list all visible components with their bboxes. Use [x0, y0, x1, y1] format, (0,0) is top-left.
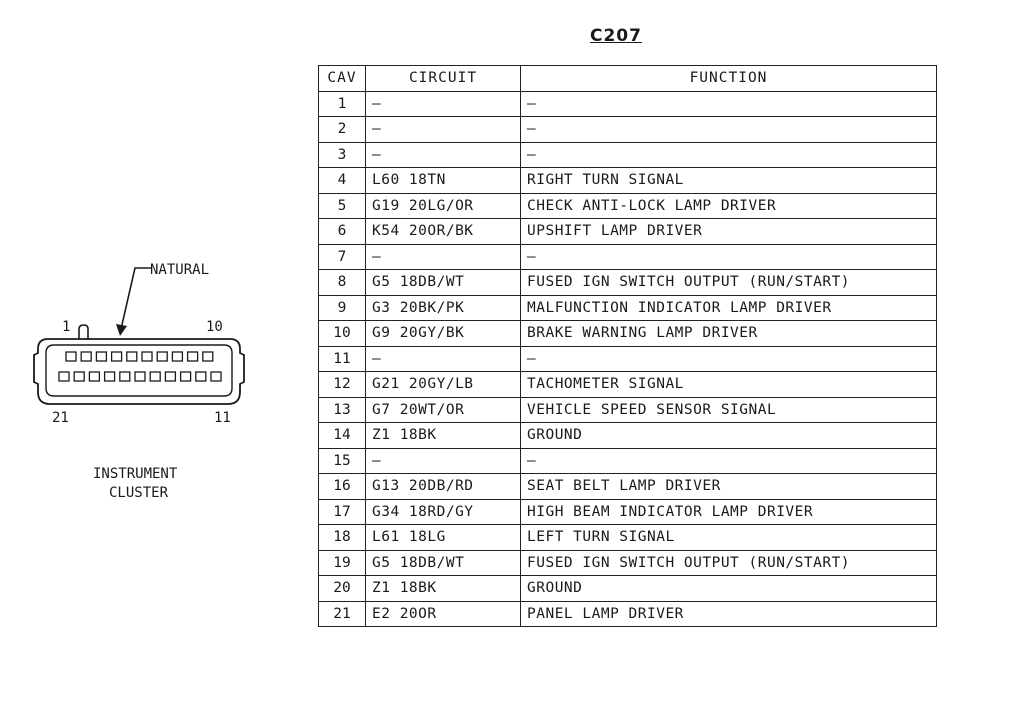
table-cell-circuit: G7 20WT/OR: [366, 397, 521, 423]
cavity-bottom: [120, 372, 130, 381]
connector-latch: [79, 325, 88, 339]
table-row: [319, 423, 937, 449]
component-label-line2: CLUSTER: [109, 485, 169, 501]
table-cell-circuit: E2 20OR: [366, 601, 521, 627]
cavity-top: [96, 352, 106, 361]
table-cell-cav: 13: [319, 397, 366, 423]
cavity-top: [203, 352, 213, 361]
table-cell-function: —: [521, 244, 937, 270]
table-row: [319, 244, 937, 270]
table-cell-function: TACHOMETER SIGNAL: [521, 372, 937, 398]
table-cell-function: BRAKE WARNING LAMP DRIVER: [521, 321, 937, 347]
table-cell-cav: 21: [319, 601, 366, 627]
table-row: [319, 193, 937, 219]
table-cell-circuit: G13 20DB/RD: [366, 474, 521, 500]
cavity-bottom: [89, 372, 99, 381]
cavity-bottom: [135, 372, 145, 381]
table-cell-cav: 14: [319, 423, 366, 449]
table-cell-function: FUSED IGN SWITCH OUTPUT (RUN/START): [521, 270, 937, 296]
table-header-row: [319, 66, 937, 92]
table-row: [319, 525, 937, 551]
table-cell-function: —: [521, 142, 937, 168]
table-cell-circuit: G9 20GY/BK: [366, 321, 521, 347]
table-cell-function: VEHICLE SPEED SENSOR SIGNAL: [521, 397, 937, 423]
table-cell-circuit: K54 20OR/BK: [366, 219, 521, 245]
cavity-top: [157, 352, 167, 361]
cavity-bottom: [59, 372, 69, 381]
table-cell-circuit: G5 18DB/WT: [366, 550, 521, 576]
table-cell-circuit: G5 18DB/WT: [366, 270, 521, 296]
header-cav: CAV: [319, 66, 366, 92]
table-row: [319, 448, 937, 474]
table-row: [319, 474, 937, 500]
connector-color-label: NATURAL: [150, 262, 210, 278]
cavity-top: [112, 352, 122, 361]
component-label-line1: INSTRUMENT: [93, 466, 178, 482]
table-cell-circuit: G21 20GY/LB: [366, 372, 521, 398]
connector-title: C207: [590, 26, 642, 46]
table-row: [319, 550, 937, 576]
table-cell-circuit: —: [366, 142, 521, 168]
table-cell-function: LEFT TURN SIGNAL: [521, 525, 937, 551]
pin-label-1: 1: [62, 319, 71, 335]
table-cell-cav: 20: [319, 576, 366, 602]
table-row: [319, 372, 937, 398]
connector-cavities: [59, 352, 221, 381]
pin-label-11: 11: [214, 410, 231, 426]
table-cell-cav: 15: [319, 448, 366, 474]
table-cell-circuit: —: [366, 346, 521, 372]
table-row: [319, 219, 937, 245]
pin-label-21: 21: [52, 410, 69, 426]
table-cell-circuit: —: [366, 117, 521, 143]
table-cell-function: —: [521, 117, 937, 143]
table-cell-cav: 3: [319, 142, 366, 168]
table-row: [319, 91, 937, 117]
table-cell-circuit: G3 20BK/PK: [366, 295, 521, 321]
table-cell-function: MALFUNCTION INDICATOR LAMP DRIVER: [521, 295, 937, 321]
table-cell-cav: 16: [319, 474, 366, 500]
table-cell-cav: 17: [319, 499, 366, 525]
table-cell-cav: 7: [319, 244, 366, 270]
table-cell-function: HIGH BEAM INDICATOR LAMP DRIVER: [521, 499, 937, 525]
table-cell-cav: 4: [319, 168, 366, 194]
table-cell-cav: 19: [319, 550, 366, 576]
table-cell-cav: 6: [319, 219, 366, 245]
table-row: [319, 142, 937, 168]
table-row: [319, 601, 937, 627]
cavity-top: [188, 352, 198, 361]
table-cell-function: PANEL LAMP DRIVER: [521, 601, 937, 627]
cavity-top: [127, 352, 137, 361]
table-row: [319, 346, 937, 372]
cavity-bottom: [150, 372, 160, 381]
cavity-top: [142, 352, 152, 361]
leader-arrowhead: [116, 324, 127, 336]
cavity-bottom: [196, 372, 206, 381]
table-row: [319, 117, 937, 143]
leader-line: [121, 268, 151, 329]
table-cell-cav: 18: [319, 525, 366, 551]
table-row: [319, 270, 937, 296]
table-cell-circuit: L61 18LG: [366, 525, 521, 551]
table-cell-cav: 1: [319, 91, 366, 117]
cavity-bottom: [74, 372, 84, 381]
cavity-bottom: [181, 372, 191, 381]
cavity-bottom: [165, 372, 175, 381]
table-cell-cav: 8: [319, 270, 366, 296]
table-cell-cav: 11: [319, 346, 366, 372]
table-cell-cav: 5: [319, 193, 366, 219]
table-cell-circuit: —: [366, 91, 521, 117]
table-cell-function: UPSHIFT LAMP DRIVER: [521, 219, 937, 245]
table-row: [319, 168, 937, 194]
table-cell-circuit: Z1 18BK: [366, 423, 521, 449]
table-cell-function: —: [521, 91, 937, 117]
table-cell-function: FUSED IGN SWITCH OUTPUT (RUN/START): [521, 550, 937, 576]
connector-diagram: [0, 0, 300, 721]
table-row: [319, 295, 937, 321]
table-cell-cav: 9: [319, 295, 366, 321]
table-cell-function: SEAT BELT LAMP DRIVER: [521, 474, 937, 500]
table-cell-function: RIGHT TURN SIGNAL: [521, 168, 937, 194]
pin-label-10: 10: [206, 319, 223, 335]
cavity-bottom: [211, 372, 221, 381]
cavity-top: [81, 352, 91, 361]
table-cell-circuit: G19 20LG/OR: [366, 193, 521, 219]
table-cell-circuit: —: [366, 244, 521, 270]
cavity-bottom: [105, 372, 115, 381]
table-cell-circuit: L60 18TN: [366, 168, 521, 194]
cavity-top: [66, 352, 76, 361]
table-cell-circuit: G34 18RD/GY: [366, 499, 521, 525]
table-cell-cav: 10: [319, 321, 366, 347]
table-cell-cav: 12: [319, 372, 366, 398]
table-row: [319, 499, 937, 525]
header-function: FUNCTION: [521, 66, 937, 92]
table-row: [319, 397, 937, 423]
table-cell-function: CHECK ANTI-LOCK LAMP DRIVER: [521, 193, 937, 219]
table-body: [319, 91, 937, 627]
cavity-top: [172, 352, 182, 361]
table-row: [319, 576, 937, 602]
table-cell-circuit: —: [366, 448, 521, 474]
pinout-table: [318, 65, 937, 627]
table-row: [319, 321, 937, 347]
table-cell-function: —: [521, 448, 937, 474]
table-cell-function: GROUND: [521, 423, 937, 449]
header-circuit: CIRCUIT: [366, 66, 521, 92]
table-cell-function: —: [521, 346, 937, 372]
table-cell-cav: 2: [319, 117, 366, 143]
table-cell-circuit: Z1 18BK: [366, 576, 521, 602]
table-cell-function: GROUND: [521, 576, 937, 602]
